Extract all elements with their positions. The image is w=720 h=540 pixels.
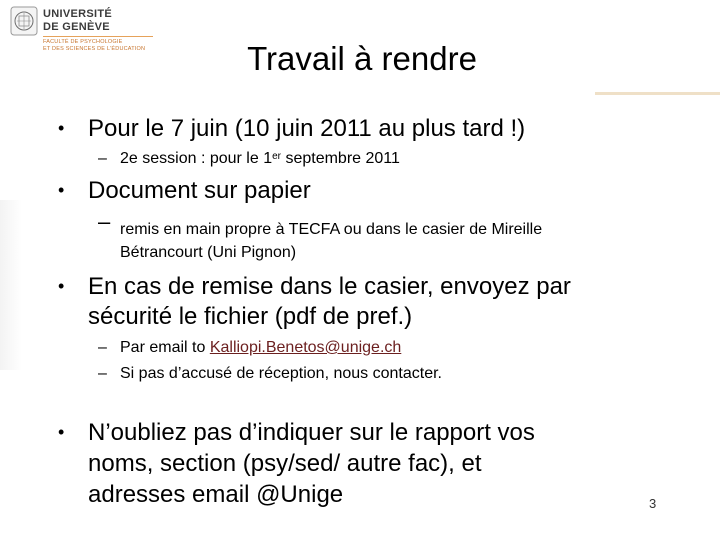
dash-icon: – xyxy=(98,209,111,234)
bullet-text-line1: En cas de remise dans le casier, envoyez par xyxy=(88,273,571,300)
bullet-icon: • xyxy=(58,180,65,200)
dash-icon: – xyxy=(98,150,107,167)
sub-item-text-line2: Bétrancourt (Uni Pignon) xyxy=(120,244,297,261)
bullet-text: Pour le 7 juin (10 juin 2011 au plus tard !) xyxy=(88,115,526,142)
bullet-icon: • xyxy=(58,118,65,138)
sub-item-text: 2e session : pour le 1er septembre 2011 xyxy=(120,150,400,167)
left-decorative-shade xyxy=(0,200,22,370)
bullet-text-line1: N’oubliez pas d’indiquer sur le rapport vos xyxy=(88,419,535,446)
top-decorative-rule xyxy=(595,92,720,95)
logo-university-line1: UNIVERSITÉ xyxy=(43,8,113,20)
bullet-icon: • xyxy=(58,422,65,442)
bullet-text: Document sur papier xyxy=(88,177,311,204)
logo-faculty-line1: FACULTÉ DE PSYCHOLOGIE xyxy=(43,39,123,45)
bullet-text-line2: sécurité le fichier (pdf de pref.) xyxy=(88,303,413,330)
sub-item-text: Par email to Kalliopi.Benetos@unige.ch xyxy=(120,339,402,356)
university-seal-icon xyxy=(10,6,38,36)
bullet-text-line3: adresses email @Unige xyxy=(88,481,344,508)
logo-university-line2: DE GENÈVE xyxy=(43,21,110,33)
dash-icon: – xyxy=(98,339,107,356)
page-number: 3 xyxy=(649,496,657,511)
sub-item-text-line1: remis en main propre à TECFA ou dans le casier de Mireille xyxy=(120,221,543,238)
email-link[interactable]: Kalliopi.Benetos@unige.ch xyxy=(209,339,402,356)
slide-title: Travail à rendre xyxy=(247,40,477,77)
logo-divider xyxy=(43,36,153,37)
bullet-icon: • xyxy=(58,276,65,296)
logo-faculty-line2: ET DES SCIENCES DE L'ÉDUCATION xyxy=(43,46,146,52)
dash-icon: – xyxy=(98,365,107,382)
sub-item-text: Si pas d’accusé de réception, nous contacter. xyxy=(120,365,442,382)
bullet-text-line2: noms, section (psy/sed/ autre fac), et xyxy=(88,450,482,477)
